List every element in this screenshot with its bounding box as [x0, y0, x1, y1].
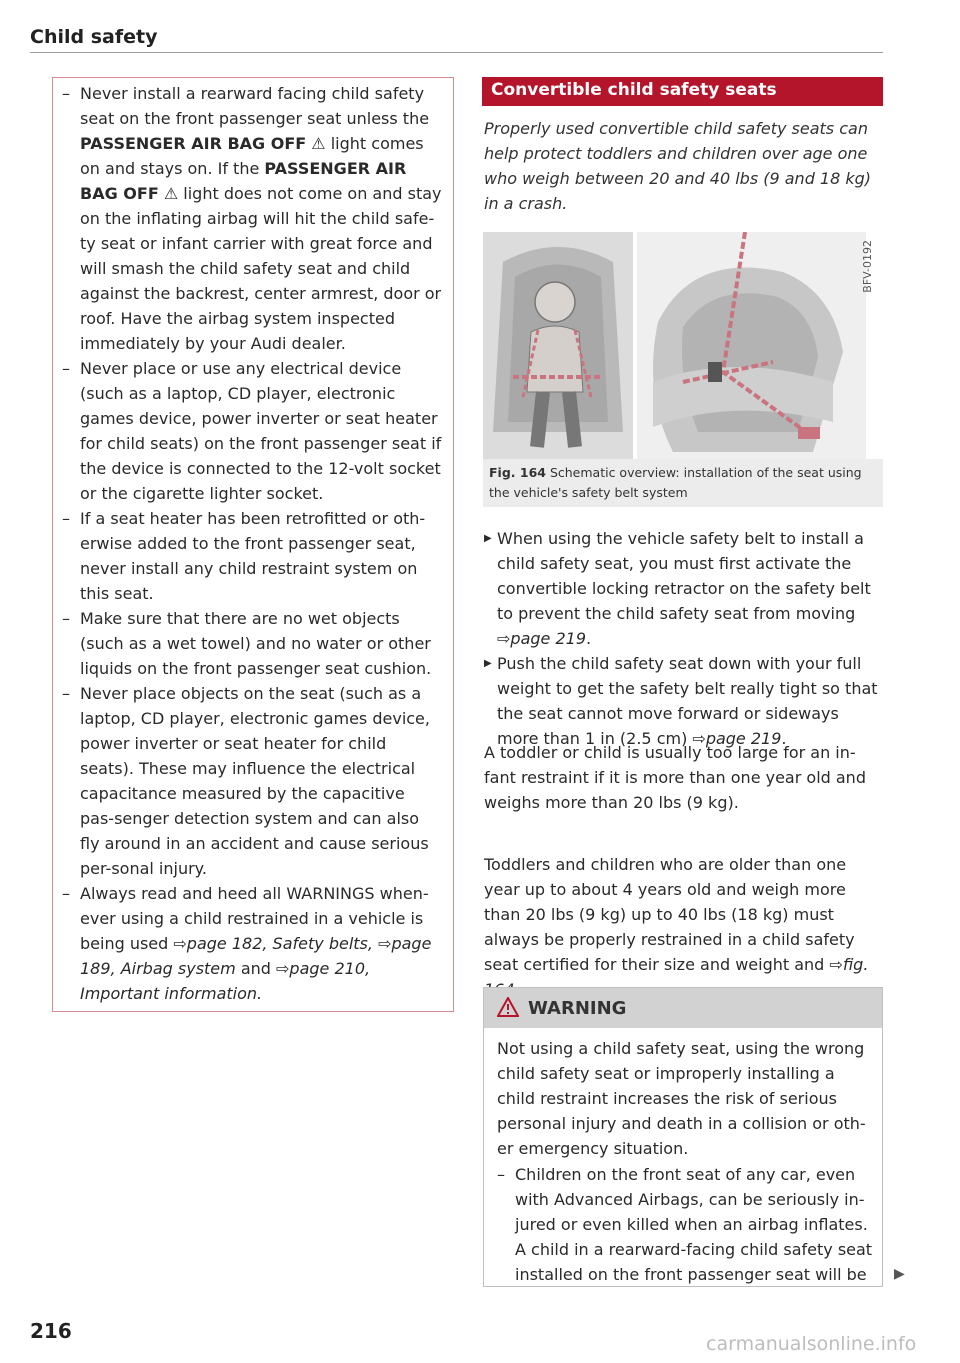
- warning-items: [497, 1162, 875, 1287]
- indicator-label: PASSENGER AIR BAG OFF: [80, 134, 307, 153]
- warning-body: [497, 1036, 875, 1287]
- paragraph-toddler-size: A toddler or child is usually too large for an in-fant restraint if it is more than one year old and weighs more than 20 lbs (9 kg).: [484, 743, 866, 812]
- list-dash: –: [62, 509, 70, 528]
- list-text: Always read and heed all WARNINGS when-ever using a child restrained in a vehicle is being used: [80, 884, 429, 953]
- step-bullet-icon: ▶: [484, 658, 492, 669]
- list-dash: –: [497, 1165, 505, 1184]
- step-bullet-icon: ▶: [484, 533, 492, 544]
- warning-list: [62, 81, 442, 1006]
- figure-caption: [483, 459, 883, 507]
- instruction-steps: [484, 526, 880, 751]
- caption-label: Fig. 164: [489, 465, 546, 480]
- list-dash: –: [62, 684, 70, 703]
- page-reference-link[interactable]: ⇨page 189, Airbag system: [80, 934, 432, 978]
- paragraph-toddler-restraint: [484, 852, 882, 1002]
- continue-arrow-icon: ▶: [894, 1266, 905, 1282]
- step-text: When using the vehicle safety belt to install a child safety seat, you must first activate the convertible locking retractor on the safety belt to prevent the child safety seat from moving: [497, 529, 871, 623]
- warning-list-item: [62, 881, 442, 1006]
- page-reference-link[interactable]: ⇨page 182, Safety belts,: [173, 934, 373, 953]
- warning-header: [484, 988, 882, 1028]
- list-dash: –: [62, 884, 70, 903]
- step-text: Push the child safety seat down with your full weight to get the safety belt really tight so that the seat cannot move forward or sideways more than 1 in (2.5 cm): [497, 654, 878, 748]
- list-text: Make sure that there are no wet objects (such as a wet towel) and no water or other liquids on the front passenger seat cushion.: [80, 609, 432, 678]
- page-reference-link[interactable]: ⇨page 219: [497, 629, 586, 648]
- warning-triangle-icon: [497, 997, 519, 1017]
- list-text: ⚠ light comes on and stays on. If the: [80, 134, 424, 178]
- child-seat-illustration: [483, 232, 883, 459]
- warning-text: Not using a child safety seat, using the wrong child safety seat or improperly installing a child restraint increases the risk of serious personal injury and death in a collision or oth-er emergency situation.: [497, 1039, 866, 1158]
- list-text: Never install a rearward facing child safety seat on the front passenger seat unless the: [80, 84, 430, 128]
- figure-164: [483, 232, 883, 459]
- step-end: .: [586, 629, 592, 648]
- list-text: Never place or use any electrical device (such as a laptop, CD player, electronic games device, power inverter or seat heater for child seats) on the front passenger seat if the device is connected to the 12-volt socket or the cigarette lighter socket.: [80, 359, 442, 503]
- warning-list-item: [62, 356, 442, 506]
- warning-list-item: [62, 681, 442, 881]
- instruction-step: [484, 651, 880, 751]
- list-dash: –: [62, 609, 70, 628]
- section-intro: Properly used convertible child safety seats can help protect toddlers and children over age one who weigh between 20 and 40 lbs (9 and 18 kg) in a crash.: [484, 119, 872, 213]
- page-reference-link[interactable]: ⇨page 219: [692, 729, 782, 748]
- caption-text: Schematic overview: installation of the seat using the vehicle's safety belt system: [489, 465, 862, 500]
- warning-list-item: [62, 81, 442, 356]
- page-reference-link[interactable]: ⇨page 210, Important information.: [80, 959, 371, 1003]
- section-title: Convertible child safety seats: [491, 80, 777, 100]
- para2-text: Toddlers and children who are older than one year up to about 4 years old and weigh more than 20 lbs (9 kg) up to 40 lbs (18 kg) must always be properly restrained in a child safety seat certified for their size and weight and: [484, 855, 855, 974]
- page-number: 216: [30, 1319, 72, 1343]
- list-text: If a seat heater has been retrofitted or oth-erwise added to the front passenger seat, never install any child restraint system on this seat.: [80, 509, 426, 603]
- page-header-title: Child safety: [30, 26, 158, 48]
- watermark: carmanualsonline.info: [706, 1333, 917, 1355]
- list-text: Never place objects on the seat (such as a laptop, CD player, electronic games device, power inverter or seat heater for child seats). These may influence the electrical capacitance measured by the capacitive pas-senger detection system and can also fly around in an accident and cause serious per-sonal injury.: [80, 684, 430, 878]
- indicator-label: PASSENGER AIR BAG OFF: [80, 159, 407, 203]
- fig-164-link[interactable]: ⇨fig.: [829, 955, 869, 974]
- list-dash: –: [62, 84, 70, 103]
- list-dash: –: [62, 359, 70, 378]
- list-text: and: [235, 959, 277, 978]
- step-end: .: [781, 729, 787, 748]
- figure-code: BFV-0192: [861, 240, 874, 293]
- instruction-step: [484, 526, 880, 651]
- warning-list-item: [62, 606, 442, 681]
- warning-title: WARNING: [528, 998, 627, 1019]
- list-text: Children on the front seat of any car, even with Advanced Airbags, can be seriously in-jured or even killed when an airbag inflates. A child in a rearward-facing child safety seat installed on the front passenger seat will be: [515, 1165, 873, 1284]
- header-rule: [30, 52, 883, 53]
- section-title-bar: [482, 77, 883, 106]
- warning-list-item: [497, 1162, 875, 1287]
- warning-continuation-box: [52, 77, 454, 1012]
- list-text: ⚠ light does not come on and stay on the inflating airbag will hit the child safe-ty seat or infant carrier with great force and will smash the child safety seat and child against the backrest, center armrest, door or roof. Have the airbag system inspected immediately by your Audi dealer.: [80, 184, 442, 353]
- warning-box: [483, 987, 883, 1287]
- warning-list-item: [62, 506, 442, 606]
